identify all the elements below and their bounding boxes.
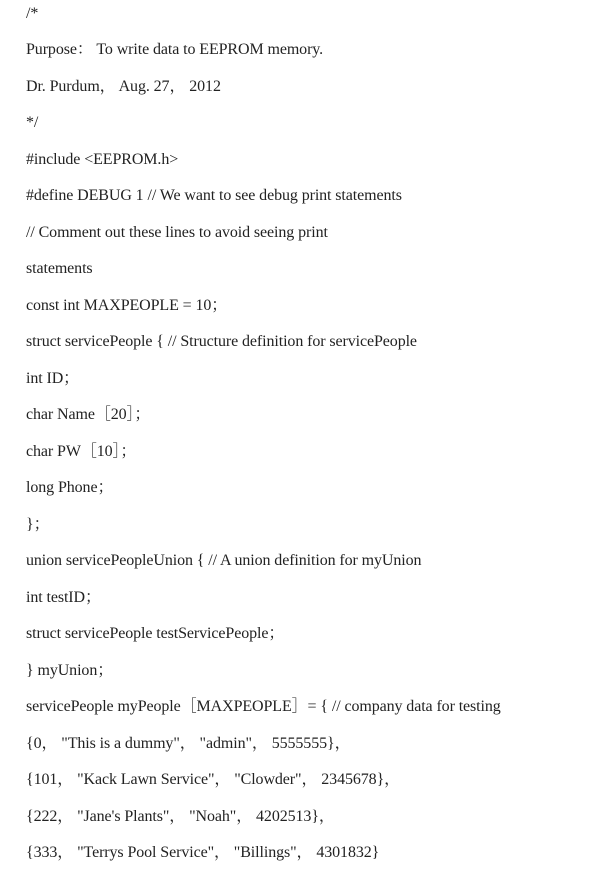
code-line: {333， "Terrys Pool Service"， "Billings"， 4301832} bbox=[26, 844, 380, 861]
code-line: char Name［20］； bbox=[26, 406, 151, 423]
code-line: }； bbox=[26, 516, 50, 533]
code-line: int ID； bbox=[26, 370, 80, 387]
code-line: char PW［10］； bbox=[26, 443, 137, 460]
code-line: struct servicePeople testServicePeople； bbox=[26, 625, 285, 642]
code-line: // Comment out these lines to avoid seeing print bbox=[26, 224, 328, 241]
code-line: servicePeople myPeople［MAXPEOPLE］= { // company data for testing bbox=[26, 698, 501, 715]
code-line: struct servicePeople { // Structure definition for servicePeople bbox=[26, 333, 417, 350]
code-line: long Phone； bbox=[26, 479, 114, 496]
code-line: statements bbox=[26, 260, 93, 277]
code-line: {0， "This is a dummy"， "admin"， 5555555}， bbox=[26, 735, 351, 752]
code-line: Dr. Purdum， Aug. 27， 2012 bbox=[26, 78, 221, 95]
code-line: /* bbox=[26, 5, 39, 22]
code-line: int testID； bbox=[26, 589, 101, 606]
code-line: #define DEBUG 1 // We want to see debug print statements bbox=[26, 187, 402, 204]
code-line: #include <EEPROM.h> bbox=[26, 151, 179, 168]
code-line: {222， "Jane's Plants"， "Noah"， 4202513}， bbox=[26, 808, 335, 825]
code-line: {101， "Kack Lawn Service"， "Clowder"， 2345678}， bbox=[26, 771, 401, 788]
code-line: Purpose： To write data to EEPROM memory. bbox=[26, 41, 324, 58]
code-line: const int MAXPEOPLE = 10； bbox=[26, 297, 228, 314]
code-line: union servicePeopleUnion { // A union definition for myUnion bbox=[26, 552, 422, 569]
code-line: } myUnion； bbox=[26, 662, 114, 679]
code-line: */ bbox=[26, 114, 39, 131]
